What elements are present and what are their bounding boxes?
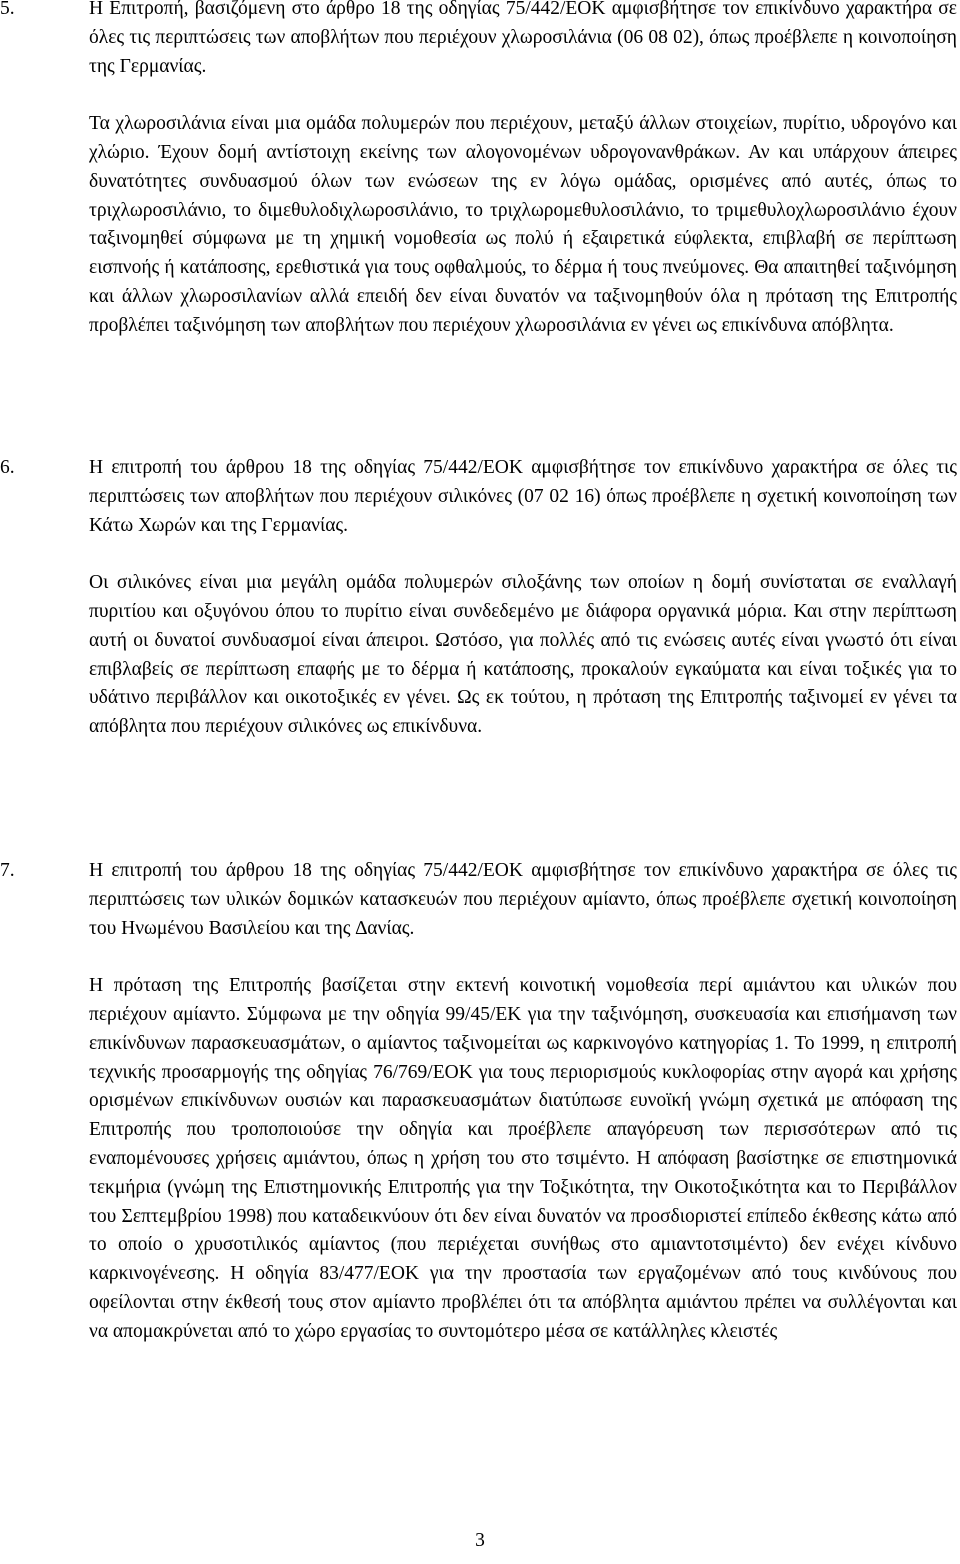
- item-number: 7.: [0, 860, 15, 881]
- item-number: 5.: [0, 0, 15, 19]
- paragraph: Η Επιτροπή, βασιζόμενη στο άρθρο 18 της οδηγίας 75/442/ΕΟΚ αμφισβήτησε τον επικίνδυνο χαρακτήρα σε όλες τις περιπτώσεις των αποβλήτων που περιέχουν χλωροσιλάνια (06 08 02), όπως προέβλεπε η κοινοποίηση της Γερμανίας.: [89, 0, 957, 77]
- paragraph: Η πρόταση της Επιτροπής βασίζεται στην εκτενή κοινοτική νομοθεσία περί αμιάντου και υλικών που περιέχουν αμίαντο. Σύμφωνα με την οδηγία 99/45/ΕΚ για την ταξινόμηση, συσκευασία και επισήμανση των επικίνδυνων παρασκευασμάτων, ο αμίαντος ταξινομείται ως καρκινογόνο κατηγορίας 1. Το 1999, η επιτροπή τεχνικής προσαρμογής της οδηγίας 76/769/ΕΟΚ για τους περιορισμούς κυκλοφορίας στην αγορά και χρήσης ορισμένων επικίνδυνων ουσιών και παρασκευασμάτων διατύπωσε ευνοϊκή γνώμη σχετικά με απόφαση της Επιτροπής που τροποποιούσε την οδηγία και προέβλεπε απαγόρευση των περισσότερων από τις εναπομένουσες χρήσεις αμιάντου, όπως η χρήση του στο τσιμέντο. Η απόφαση βασίστηκε σε επιστημονικά τεκμήρια (γνώμη της Επιστημονικής Επιτροπής για την Τοξικότητα, την Οικοτοξικότητα και το Περιβάλλον του Σεπτεμβρίου 1998) που καταδεικνύουν ότι δεν είναι δυνατόν να προσδιοριστεί επίπεδο έκθεσης κάτω από το οποίο ο χρυσοτιλικός αμίαντος (που περιέχεται συνήθως στο αμιαντοτσιμέντο) δεν ενέχει κίνδυνο καρκινογένεσης. Η οδηγία 83/477/ΕΟΚ για την προστασία των εργαζομένων από τους κινδύνους που οφείλονται στην έκθεσή τους στον αμίαντο προβλέπει ότι τα απόβλητα αμιάντου πρέπει να συλλέγονται και να απομακρύνεται από το χώρο εργασίας το συντομότερο μέσα σε κατάλληλες κλειστές: [89, 975, 957, 1342]
- paragraph: Η επιτροπή του άρθρου 18 της οδηγίας 75/442/ΕΟΚ αμφισβήτησε τον επικίνδυνο χαρακτήρα σε όλες τις περιπτώσεις των αποβλήτων που περιέχουν σιλικόνες (07 02 16) όπως προέβλεπε η σχετική κοινοποίηση των Κάτω Χωρών και της Γερμανίας.: [89, 457, 957, 536]
- item-5: [0, 0, 957, 341]
- paragraph: Τα χλωροσιλάνια είναι μια ομάδα πολυμερών που περιέχουν, μεταξύ άλλων στοιχείων, πυρίτιο, υδρογόνο και χλώριο. Έχουν δομή αντίστοιχη εκείνης των αλογονομένων υδρογονανθράκων. Αν και υπάρχουν άπειρες δυνατότητες συνδυασμού όλων των ενώσεων της εν λόγω ομάδας, ορισμένες από αυτές, όπως το τριχλωροσιλάνιο, το διμεθυλοδιχλωροσιλάνιο, το τριχλωρομεθυλοσιλάνιο, το τριμεθυλοχλωροσιλάνιο έχουν ταξινομηθεί σύμφωνα με τη χημική νομοθεσία ως πολύ ή εξαιρετικά εύφλεκτα, επιβλαβή σε περίπτωση εισπνοής ή κατάποσης, ερεθιστικά για τους οφθαλμούς, το δέρμα ή τους πνεύμονες. Θα απαιτηθεί ταξινόμηση και άλλων χλωροσιλανίων αλλά επειδή δεν είναι δυνατόν να ταξινομηθούν όλα η πρόταση της Επιτροπής προβλέπει ταξινόμηση των αποβλήτων που περιέχουν χλωροσιλάνια εν γένει ως επικίνδυνα απόβλητα.: [89, 113, 957, 336]
- item-6: [0, 454, 957, 742]
- paragraph: Η επιτροπή του άρθρου 18 της οδηγίας 75/442/ΕΟΚ αμφισβήτησε τον επικίνδυνο χαρακτήρα σε όλες τις περιπτώσεις των υλικών δομικών κατασκευών που περιέχουν αμίαντο, όπως προέβλεπε σχετική κοινοποίηση του Ηνωμένου Βασιλείου και της ∆ανίας.: [89, 860, 957, 939]
- paragraph: Οι σιλικόνες είναι μια μεγάλη ομάδα πολυμερών σιλοξάνης των οποίων η δομή συνίσταται σε εναλλαγή πυριτίου και οξυγόνου όπου το πυρίτιο είναι συνδεδεμένο με διάφορα οργανικά μόρια. Και στην περίπτωση αυτή οι δυνατοί συνδυασμοί είναι άπειροι. Ωστόσο, για πολλές από τις ενώσεις αυτές είναι γνωστό ότι είναι επιβλαβείς σε περίπτωση επαφής με το δέρμα ή κατάποσης, προκαλούν εγκαύματα και είναι τοξικές για το υδάτινο περιβάλλον και οικοτοξικές εν γένει. Ως εκ τούτου, η πρόταση της Επιτροπής ταξινομεί εν γένει τα απόβλητα που περιέχουν σιλικόνες ως επικίνδυνα.: [89, 572, 957, 738]
- page-number: 3: [475, 1530, 485, 1551]
- item-7: [0, 857, 957, 1347]
- item-number: 6.: [0, 457, 15, 478]
